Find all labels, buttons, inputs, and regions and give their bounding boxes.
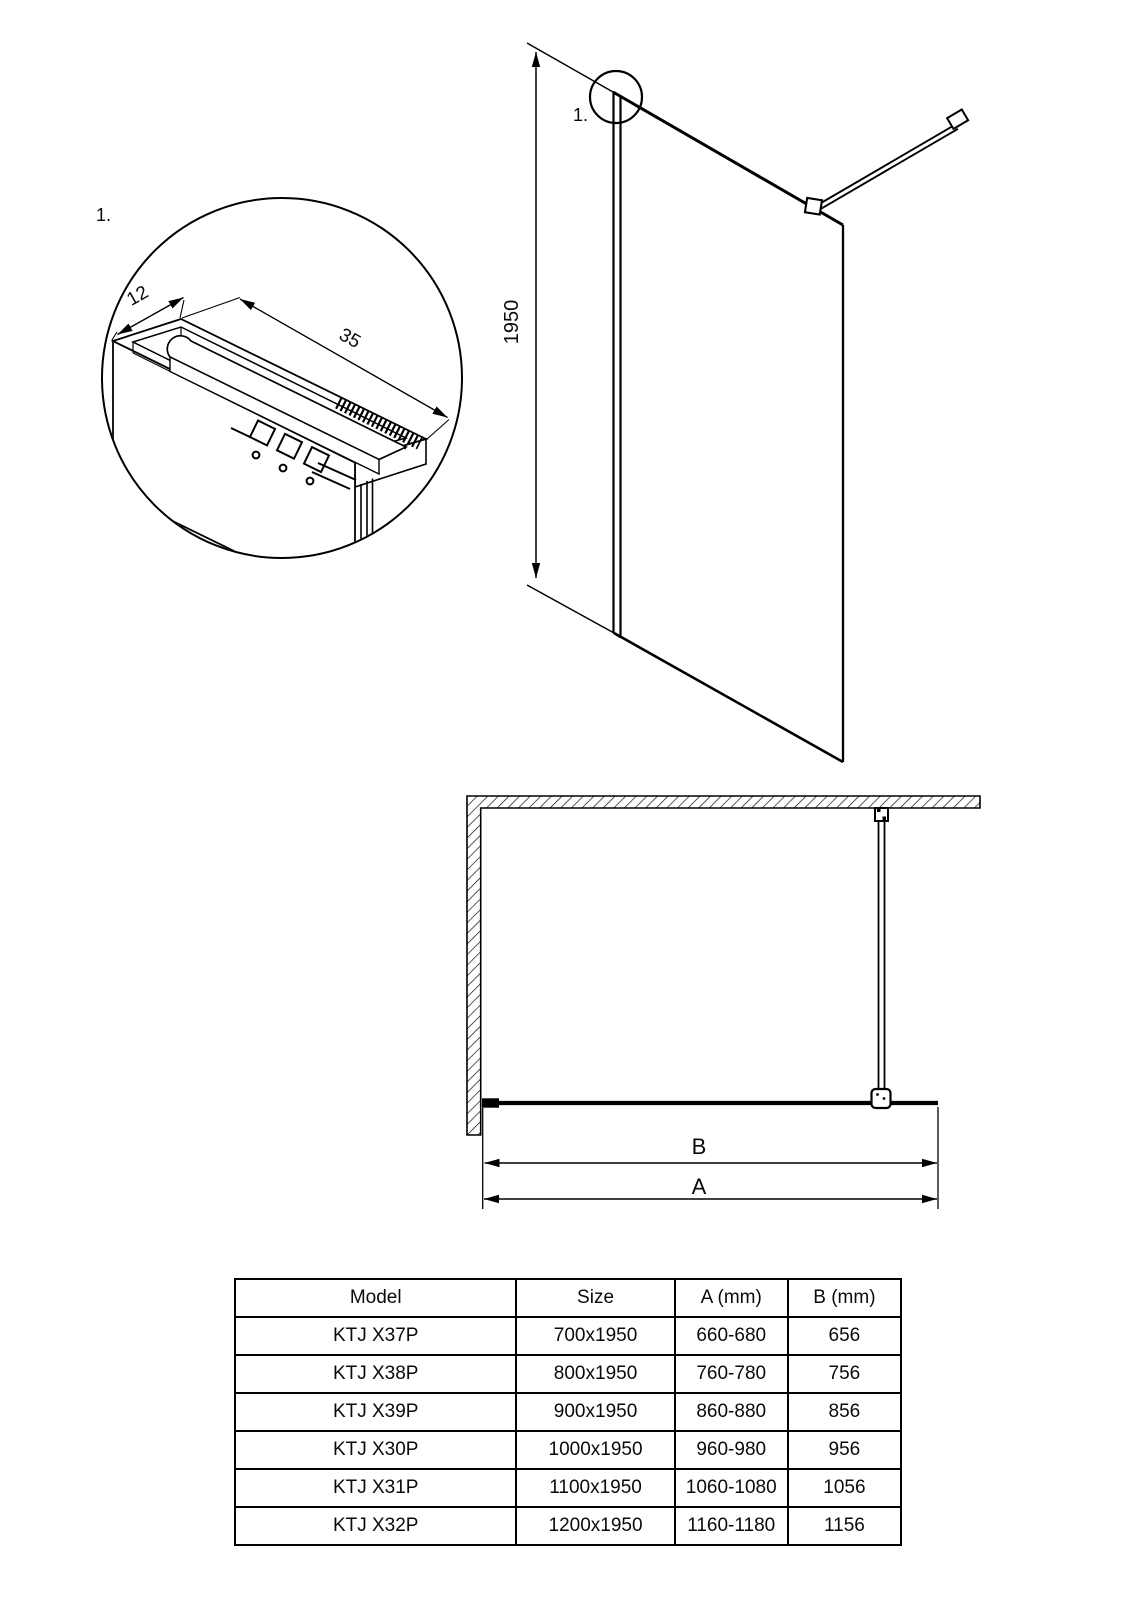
table-cell: 956 (788, 1431, 901, 1469)
front-view (501, 43, 968, 762)
support-arm-glass-bracket (805, 198, 822, 215)
support-arm-upper-line (818, 129, 959, 211)
table-cell: 860-880 (675, 1393, 788, 1431)
table-cell: KTJ X32P (235, 1507, 516, 1545)
table-row (235, 1507, 901, 1545)
table-row (235, 1355, 901, 1393)
table-cell: 900x1950 (516, 1393, 674, 1431)
table-row (235, 1317, 901, 1355)
table-cell: 800x1950 (516, 1355, 674, 1393)
detail-view-callout-label: 1. (96, 205, 112, 225)
table-row (235, 1431, 901, 1469)
depth-dim-ext-2 (180, 300, 184, 318)
overall-width-dim-label: A (691, 1174, 707, 1199)
glass-width-dim-label: B (691, 1134, 707, 1159)
bracket-screw-2 (883, 1097, 886, 1100)
height-dim-extension-bottom (527, 585, 614, 633)
bracket-screw-1 (876, 1093, 879, 1096)
detail-iso-drawing (113, 319, 426, 610)
table-cell: 1000x1950 (516, 1431, 674, 1469)
table-cell: 960-980 (675, 1431, 788, 1469)
table-cell: 700x1950 (516, 1317, 674, 1355)
spec-table-header-row (235, 1279, 901, 1317)
arm-wall-mount-notch-1 (877, 809, 881, 813)
table-cell: 756 (788, 1355, 901, 1393)
wall-profile-plan (482, 1098, 499, 1107)
wall-section (467, 796, 980, 1135)
table-row (235, 1393, 901, 1431)
arm-wall-mount (875, 808, 888, 821)
detail-view (96, 198, 462, 610)
table-cell: 1200x1950 (516, 1507, 674, 1545)
front-view-callout-label: 1. (573, 105, 589, 125)
table-cell: 1060-1080 (675, 1469, 788, 1507)
depth-dim-ext-1 (112, 332, 117, 340)
table-cell: 656 (788, 1317, 901, 1355)
table-cell: 1156 (788, 1507, 901, 1545)
table-cell: KTJ X38P (235, 1355, 516, 1393)
col-header-a-mm: A (mm) (675, 1279, 788, 1317)
plan-view (467, 796, 980, 1209)
col-header-model: Model (235, 1279, 516, 1317)
length-dim-ext-2 (426, 420, 449, 441)
arm-glass-bracket-plan (872, 1089, 891, 1108)
table-cell: KTJ X39P (235, 1393, 516, 1431)
table-cell: 760-780 (675, 1355, 788, 1393)
length-dim-ext-1 (182, 298, 240, 319)
col-header-b-mm: B (mm) (788, 1279, 901, 1317)
table-cell: 856 (788, 1393, 901, 1431)
table-cell: 1100x1950 (516, 1469, 674, 1507)
height-dim-extension-top (527, 43, 613, 92)
depth-dim-label: 12 (123, 281, 153, 311)
table-cell: 1160-1180 (675, 1507, 788, 1545)
spec-table-container (234, 1278, 902, 1546)
table-cell: KTJ X37P (235, 1317, 516, 1355)
glass-bottom-edge (614, 633, 843, 762)
table-cell: KTJ X30P (235, 1431, 516, 1469)
table-cell: 660-680 (675, 1317, 788, 1355)
table-cell: KTJ X31P (235, 1469, 516, 1507)
table-cell: 1056 (788, 1469, 901, 1507)
col-header-size: Size (516, 1279, 674, 1317)
detail-callout-circle (590, 71, 642, 123)
height-dim-label: 1950 (501, 299, 523, 345)
support-arm-wall-cap (947, 110, 968, 129)
arm-wall-mount-notch-2 (883, 817, 887, 821)
table-row (235, 1469, 901, 1507)
support-arm-lower-line (815, 125, 956, 207)
spec-table (234, 1278, 902, 1546)
length-dim-label: 35 (335, 324, 365, 353)
